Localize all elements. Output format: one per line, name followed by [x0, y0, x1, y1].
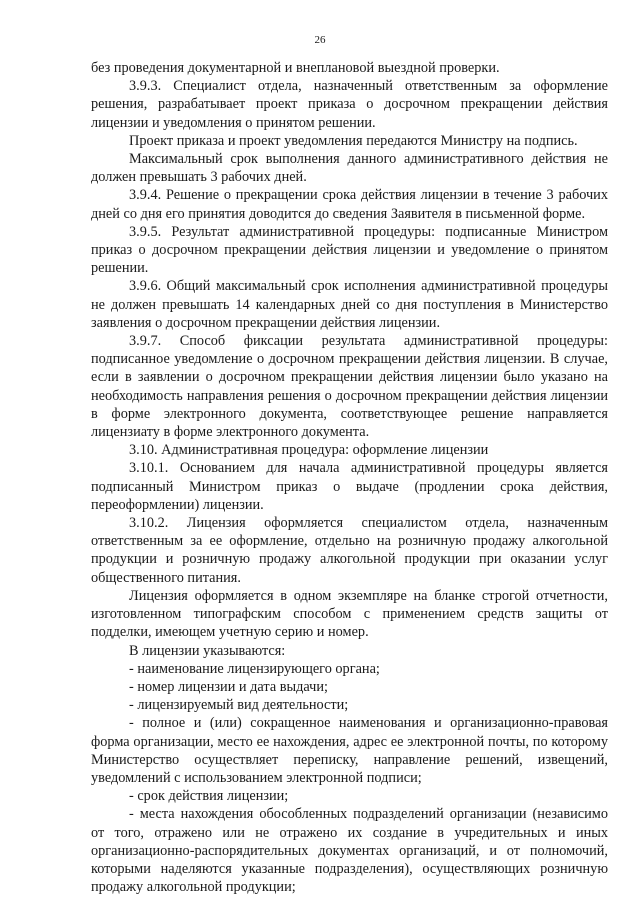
paragraph: без проведения документарной и внеплановой выездной проверки.	[91, 60, 500, 76]
paragraph: - лицензируемый вид деятельности;	[129, 697, 349, 714]
paragraph: 3.10.1. Основанием для начала административной процедуры является подписанный Министром приказ о выдаче (продлении срока действия, переоформлении) лицензии.	[91, 460, 608, 513]
paragraph: 3.9.7. Способ фиксации результата административной процедуры: подписанное уведомление о досрочном прекращении действия лицензии. В случае, если в заявлении о досрочном прекращении действия лицензии было указано на необходимость направления решения о досрочном прекращении действия лицензии в форме электронного документа, соответствующее решение направляется лицензиату в форме электронного документа.	[91, 333, 608, 441]
paragraph: - наименование лицензирующего органа;	[129, 660, 380, 677]
paragraph: 3.10.2. Лицензия оформляется специалистом отдела, назначенным ответственным за ее оформление, отдельно на розничную продажу алкогольной продукции и розничную продажу алкогольной продукции при оказании услуг общественного питания.	[91, 515, 608, 586]
paragraph: - полное и (или) сокращенное наименования и организационно-правовая форма организации, место ее нахождения, адрес ее электронной почты, по которому Министерство осуществляет переписку, направление решений, извещений, уведомлений с использованием электронной подписи;	[91, 715, 608, 786]
paragraph: Проект приказа и проект уведомления передаются Министру на подпись.	[129, 132, 578, 149]
paragraph: 3.9.5. Результат административной процедуры: подписанные Министром приказ о досрочном прекращении действия лицензии и уведомление о принятом решении.	[91, 223, 608, 277]
paragraph: - номер лицензии и дата выдачи;	[129, 678, 328, 695]
paragraph: 3.9.6. Общий максимальный срок исполнения административной процедуры не должен превышать 14 календарных дней со дня поступления в Министерство заявления о досрочном прекращении действия лицензии.	[91, 278, 608, 331]
document-body	[91, 59, 608, 896]
paragraph: Лицензия оформляется в одном экземпляре на бланке строгой отчетности, изготовленном типографским способом с применением средств защиты от подделки, имеющем учетную серию и номер.	[91, 587, 608, 641]
paragraph: Максимальный срок выполнения данного административного действия не должен превышать 3 рабочих дней.	[91, 151, 608, 186]
paragraph: - места нахождения обособленных подразделений организации (независимо от того, отражено или не отражено их создание в учредительных и иных организационно-распорядительных документах организаций, и от полномочий, которыми наделяются указанные подразделения), осуществляющих розничную продажу алкогольной продукции;	[91, 806, 608, 896]
paragraph: 3.10. Административная процедура: оформление лицензии	[129, 442, 489, 459]
paragraph: 3.9.3. Специалист отдела, назначенный ответственным за оформление решения, разрабатывает проект приказа о досрочном прекращении действия лицензии и уведомления о принятом решении.	[91, 78, 608, 131]
paragraph: - срок действия лицензии;	[129, 788, 289, 805]
paragraph: 3.9.4. Решение о прекращении срока действия лицензии в течение 3 рабочих дней со дня его принятия доводится до сведения Заявителя в письменной форме.	[91, 187, 608, 222]
page-number: 26	[314, 34, 326, 46]
paragraph: В лицензии указываются:	[129, 642, 286, 659]
